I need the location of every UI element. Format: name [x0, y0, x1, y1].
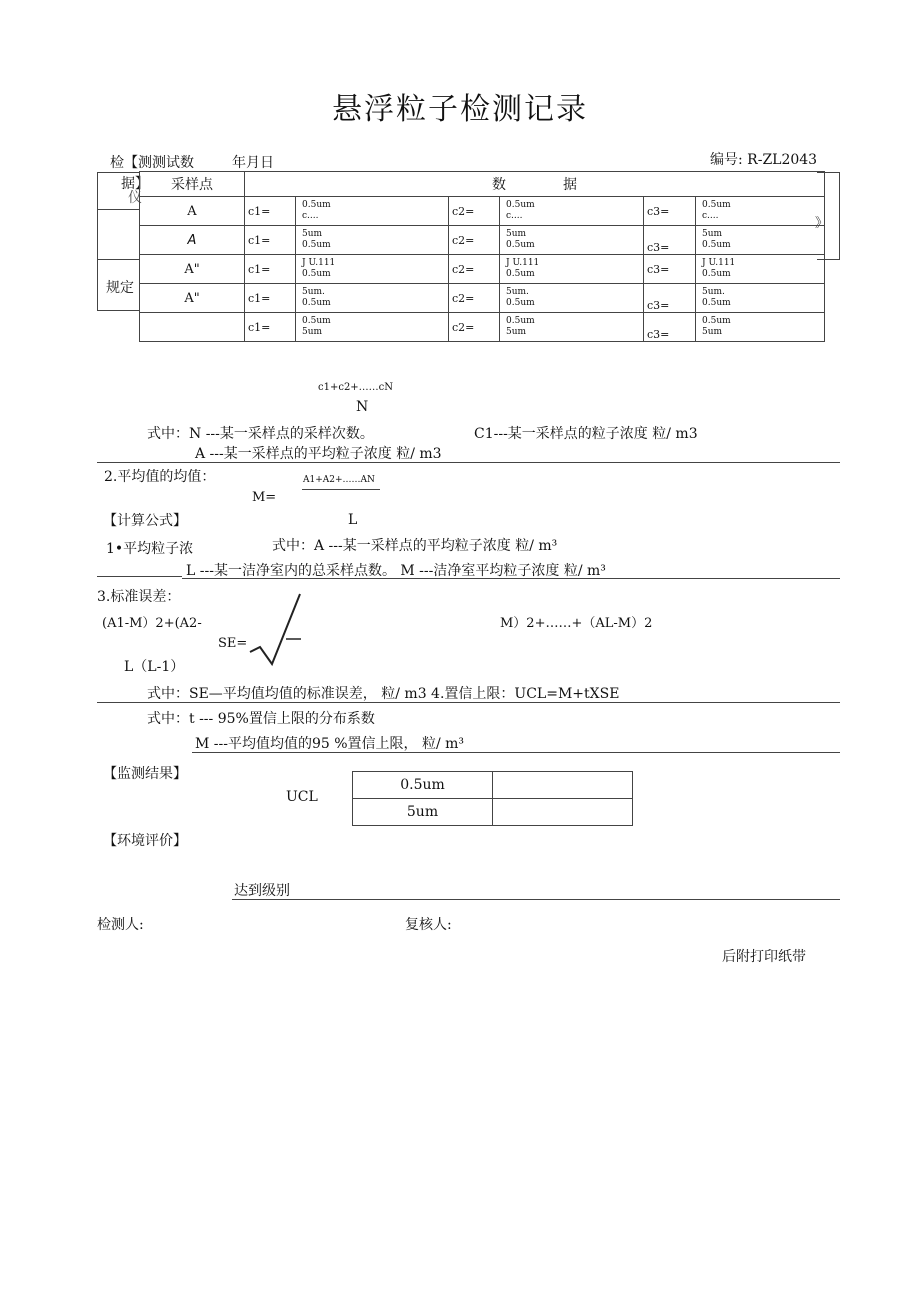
section2-blank-line [97, 576, 182, 577]
section3-heading: 3.标准误差： [97, 589, 181, 605]
data-header [245, 172, 825, 197]
c2-label: c2= [449, 313, 500, 342]
formula1-expl-c: A ---某一采样点的平均粒子浓度 粒/ m3 [195, 446, 442, 462]
table-row [353, 772, 633, 799]
environment-evaluation-label: 【环境评价】 [103, 833, 187, 849]
ucl-label: UCL [286, 789, 318, 805]
side-frame-right [839, 172, 840, 260]
monitoring-result-label: 【监测结果】 [103, 766, 187, 782]
c1-value: J U.111 0.5um [296, 255, 449, 284]
side-frame-mid1 [97, 209, 139, 210]
sampling-point: A" [140, 255, 245, 284]
sampling-point: A [140, 197, 245, 226]
c1-label: c1= [245, 255, 296, 284]
c1-value: 5um. 0.5um [296, 284, 449, 313]
c3-value: 0.5um 5um [696, 313, 825, 342]
c2-value: J U.111 0.5um [500, 255, 644, 284]
side-frame-bottom [97, 310, 139, 311]
right-mark: 》 [815, 216, 829, 231]
table-header-row [140, 172, 825, 197]
ucl-table [352, 771, 633, 826]
c3-value: J U.111 0.5um [696, 255, 825, 284]
c2-value: 0.5um c.... [500, 197, 644, 226]
formula1-expl-b: C1---某一采样点的粒子浓度 粒/ m3 [474, 426, 698, 442]
formula1-denominator: N [356, 399, 369, 415]
section2-expl-b: L ---某一洁净室内的总采样点数。 M ---洁净室平均粒子浓度 粒/ m³ [186, 563, 606, 579]
side-yi: 仪 [128, 190, 142, 206]
level-line [232, 899, 840, 900]
c2-value: 0.5um 5um [500, 313, 644, 342]
formula1-expl-a: 式中：N ---某一采样点的采样次数。 [147, 426, 374, 442]
section3-expl-a: 式中：SE—平均值均值的标准误差， 粒/ m3 4.置信上限：UCL=M+tXSE [147, 686, 620, 702]
c3-value: 5um. 0.5um [696, 284, 825, 313]
section2-expl-a: 式中：A ---某一采样点的平均粒子浓度 粒/ m³ [272, 538, 558, 554]
c3-label: c3= [644, 255, 696, 284]
c3-label: c3= [644, 197, 696, 226]
c2-label: c2= [449, 284, 500, 313]
particle-size: 0.5um [353, 772, 493, 799]
side-ju: 据】 [121, 176, 149, 192]
footer-note: 后附打印纸带 [722, 949, 806, 965]
section2-fraction-bar [302, 489, 380, 490]
c2-value: 5um. 0.5um [500, 284, 644, 313]
table-row [140, 284, 825, 313]
particle-size: 5um [353, 799, 493, 826]
divider-3 [97, 702, 840, 703]
serial-number: 编号: R-ZL2043 [710, 152, 818, 168]
square-root-icon [248, 590, 308, 670]
side-frame-mid2 [97, 259, 139, 260]
c2-label: c2= [449, 197, 500, 226]
table-row [140, 197, 825, 226]
section3-expl-b: 式中：t --- 95%置信上限的分布系数 [147, 711, 375, 727]
level-reached: 达到级别 [234, 883, 290, 899]
ucl-value[interactable] [493, 772, 633, 799]
date-label: 年月日 [232, 155, 274, 171]
c2-value: 5um 0.5um [500, 226, 644, 255]
table-row [140, 255, 825, 284]
inspection-data-label: 检【测测试数 [110, 155, 194, 171]
divider-4 [192, 752, 840, 753]
table-row [140, 313, 825, 342]
section3-denominator: L（L-1） [124, 659, 185, 675]
c2-label: c2= [449, 226, 500, 255]
reviewer-label: 复核人: [405, 917, 452, 933]
sampling-point: A [140, 226, 245, 255]
section2-heading: 2.平均值的均值： [104, 469, 216, 485]
c3-value: 0.5um c.... [696, 197, 825, 226]
table-row [353, 799, 633, 826]
ucl-value[interactable] [493, 799, 633, 826]
c1-value: 0.5um 5um [296, 313, 449, 342]
page-title: 悬浮粒子检测记录 [332, 92, 588, 127]
divider-2 [182, 578, 840, 579]
c1-label: c1= [245, 313, 296, 342]
c2-label: c2= [449, 255, 500, 284]
formula1-numerator: c1+c2+……cN [318, 382, 394, 393]
c1-value: 0.5um c.... [296, 197, 449, 226]
c1-label: c1= [245, 284, 296, 313]
section2-numerator: A1+A2+……AN [303, 475, 375, 485]
c3-label: c3= [644, 226, 696, 255]
c3-label: c3= [644, 313, 696, 342]
calc-formula-label: 【计算公式】 [103, 513, 187, 529]
section3-right-term: M）2+……+（AL-M）2 [500, 616, 653, 631]
c1-value: 5um 0.5um [296, 226, 449, 255]
side-guiding: 规定 [106, 280, 134, 296]
side-frame-left [97, 172, 98, 310]
section3-left-term: (A1-M）2+(A2- [102, 616, 202, 631]
sampling-data-table [139, 171, 825, 342]
section2-m-eq: M= [252, 490, 277, 505]
data-header-2: 据 [562, 177, 577, 193]
c1-label: c1= [245, 226, 296, 255]
inspector-label: 检测人: [97, 917, 144, 933]
c3-value: 5um 0.5um [696, 226, 825, 255]
table-row [140, 226, 825, 255]
sampling-point [140, 313, 245, 342]
section2-denominator: L [348, 512, 358, 528]
section2-item1: 1•平均粒子浓 [106, 541, 194, 557]
section3-expl-c: M ---平均值均值的95 %置信上限， 粒/ m³ [195, 736, 465, 752]
sampling-point-header: 采样点 [140, 172, 245, 197]
section3-se-eq: SE= [218, 636, 248, 651]
c1-label: c1= [245, 197, 296, 226]
sampling-point: A" [140, 284, 245, 313]
data-header-1: 数 [492, 177, 507, 193]
c3-label: c3= [644, 284, 696, 313]
divider-1 [97, 462, 840, 463]
